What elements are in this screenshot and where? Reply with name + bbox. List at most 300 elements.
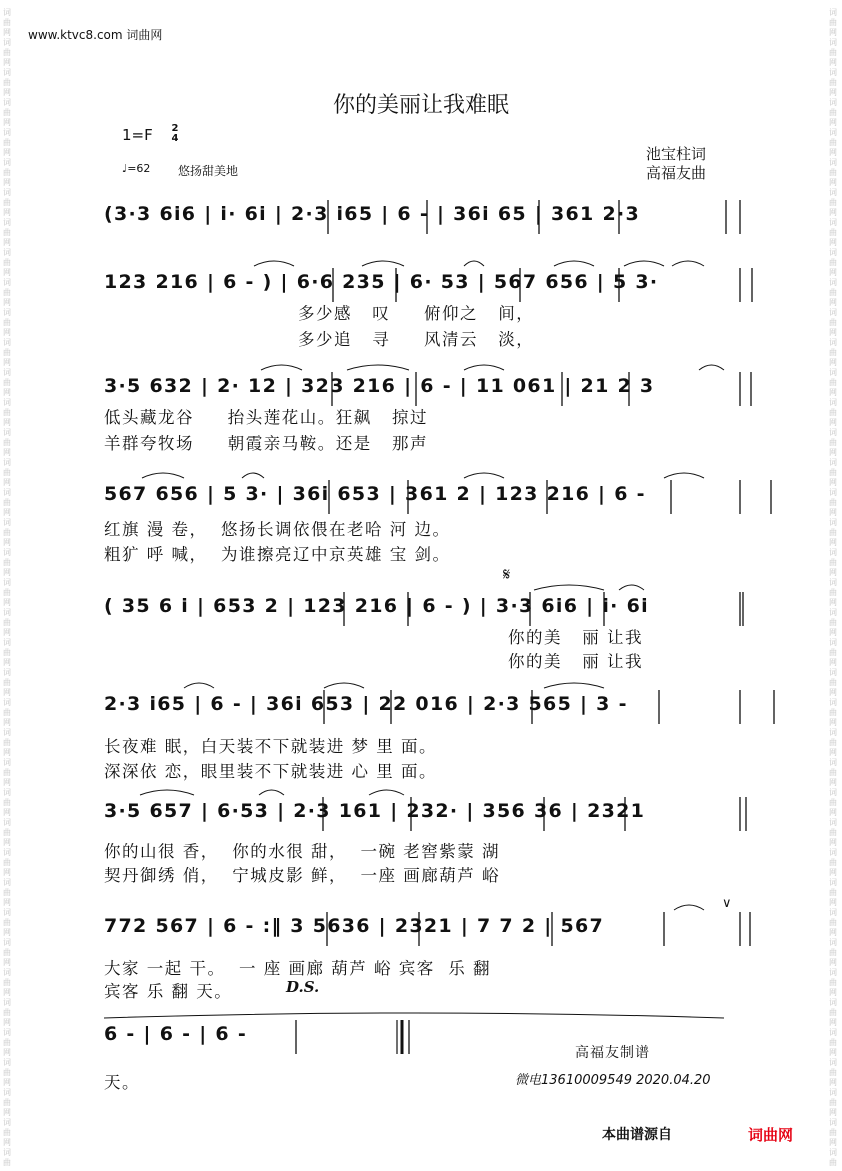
watermark-glyph: 曲: [829, 18, 837, 27]
watermark-glyph: 曲: [3, 738, 11, 747]
watermark-glyph: 词: [3, 1118, 11, 1127]
watermark-glyph: 网: [3, 898, 11, 907]
watermark-glyph: 词: [829, 758, 837, 767]
watermark-glyph: 网: [829, 748, 837, 757]
watermark-glyph: 曲: [3, 198, 11, 207]
watermark-glyph: 曲: [3, 858, 11, 867]
watermark-glyph: 词: [3, 698, 11, 707]
lyric-line-7-2: 契丹御绣 俏， 宁城皮影 鲜， 一座 画廊葫芦 峪: [104, 866, 500, 885]
watermark-glyph: 词: [3, 398, 11, 407]
watermark-glyph: 词: [829, 458, 837, 467]
slur: [254, 261, 294, 266]
watermark-glyph: 网: [3, 238, 11, 247]
watermark-glyph: 网: [829, 478, 837, 487]
watermark-glyph: 网: [829, 688, 837, 697]
watermark-glyph: 曲: [3, 618, 11, 627]
watermark-glyph: 词: [3, 548, 11, 557]
watermark-glyph: 词: [3, 278, 11, 287]
jianpu-notes: 3·5 657 | 6·53 | 2·3 161 | 232· | 356 36 | 2321: [104, 800, 646, 822]
watermark-glyph: 网: [3, 118, 11, 127]
watermark-glyph: 曲: [3, 978, 11, 987]
watermark-glyph: 词: [3, 638, 11, 647]
watermark-glyph: 网: [829, 568, 837, 577]
watermark-glyph: 曲: [3, 138, 11, 147]
watermark-glyph: 网: [829, 1018, 837, 1027]
watermark-glyph: 词: [829, 728, 837, 737]
watermark-glyph: 词: [829, 518, 837, 527]
lyric-line-6-1: 长夜难 眠，白天装不下就装进 梦 里 面。: [104, 737, 437, 756]
jianpu-notes: 6 - | 6 - | 6 -: [104, 1023, 247, 1045]
watermark-glyph: 网: [3, 418, 11, 427]
watermark-glyph: 网: [829, 1048, 837, 1057]
watermark-glyph: 曲: [829, 888, 837, 897]
watermark-glyph: 词: [829, 698, 837, 707]
watermark-glyph: 词: [3, 1058, 11, 1067]
watermark-glyph: 网: [3, 658, 11, 667]
slur: [369, 790, 404, 795]
watermark-glyph: 曲: [3, 768, 11, 777]
watermark-glyph: 网: [3, 28, 11, 37]
slur: [624, 261, 664, 266]
watermark-glyph: 词: [829, 938, 837, 947]
watermark-glyph: 曲: [829, 228, 837, 237]
watermark-glyph: 词: [829, 338, 837, 347]
watermark-glyph: 曲: [3, 1008, 11, 1017]
watermark-glyph: 网: [829, 958, 837, 967]
jianpu-notes: (3·3 6i6 | i· 6i | 2·3 i65 | 6 - | 36i 65 | 361 2·3: [104, 203, 641, 225]
watermark-glyph: 词: [3, 1088, 11, 1097]
watermark-glyph: 词: [829, 488, 837, 497]
watermark-glyph: 曲: [3, 318, 11, 327]
watermark-glyph: 网: [829, 1138, 837, 1147]
staff-system-3: [104, 372, 740, 406]
lyric-line-9-1: 天。: [104, 1073, 140, 1092]
watermark-glyph: 曲: [3, 498, 11, 507]
watermark-glyph: 曲: [829, 348, 837, 357]
watermark-glyph: 词: [3, 938, 11, 947]
watermark-glyph: 网: [3, 988, 11, 997]
watermark-glyph: 曲: [3, 1128, 11, 1137]
watermark-glyph: 网: [3, 388, 11, 397]
ds-marking: D.S.: [286, 978, 320, 996]
watermark-glyph: 网: [3, 568, 11, 577]
watermark-glyph: 曲: [3, 528, 11, 537]
watermark-glyph: 网: [829, 778, 837, 787]
slur: [347, 365, 409, 370]
watermark-glyph: 词: [829, 428, 837, 437]
watermark-glyph: 词: [829, 278, 837, 287]
watermark-glyph: 曲: [829, 798, 837, 807]
watermark-glyph: 曲: [829, 948, 837, 957]
watermark-glyph: 词: [3, 818, 11, 827]
watermark-glyph: 曲: [3, 258, 11, 267]
watermark-glyph: 网: [3, 298, 11, 307]
watermark-glyph: 曲: [829, 498, 837, 507]
watermark-glyph: 网: [829, 598, 837, 607]
watermark-glyph: 词: [829, 158, 837, 167]
staff-system-5: [104, 592, 740, 626]
watermark-glyph: 曲: [829, 1098, 837, 1107]
watermark-glyph: 网: [3, 328, 11, 337]
site-url[interactable]: www.ktvc8.com 词曲网: [28, 28, 163, 42]
watermark-glyph: 曲: [829, 648, 837, 657]
watermark-glyph: 曲: [829, 138, 837, 147]
watermark-glyph: 词: [3, 158, 11, 167]
watermark-glyph: 网: [3, 958, 11, 967]
watermark-glyph: 词: [3, 848, 11, 857]
watermark-glyph: 网: [3, 58, 11, 67]
watermark-glyph: 网: [829, 178, 837, 187]
watermark-glyph: 曲: [829, 678, 837, 687]
watermark-glyph: 曲: [3, 108, 11, 117]
tempo-marking: ♩=62: [122, 162, 151, 175]
watermark-glyph: 网: [3, 1018, 11, 1027]
watermark-glyph: 词: [829, 848, 837, 857]
watermark-glyph: 曲: [3, 678, 11, 687]
watermark-glyph: 词: [829, 578, 837, 587]
watermark-glyph: 曲: [3, 888, 11, 897]
slur: [259, 790, 284, 795]
watermark-glyph: 词: [3, 908, 11, 917]
watermark-glyph: 网: [829, 28, 837, 37]
watermark-glyph: 词: [829, 608, 837, 617]
watermark-glyph: 词: [829, 548, 837, 557]
watermark-glyph: 词: [829, 968, 837, 977]
slur: [554, 261, 594, 266]
lyric-line-8-1: 大家 一起 干。 一 座 画廊 葫芦 峪 宾客 乐 翻: [104, 959, 491, 978]
watermark-glyph: 词: [829, 1148, 837, 1157]
watermark-glyph: 曲: [3, 408, 11, 417]
jianpu-notes: ( 35 6 i | 653 2 | 123 216 | 6 - ) | 3·3 6i6 | i· 6i: [104, 595, 649, 617]
watermark-glyph: 网: [3, 1108, 11, 1117]
watermark-glyph: 曲: [829, 288, 837, 297]
watermark-glyph: 网: [3, 838, 11, 847]
watermark-glyph: 词: [829, 188, 837, 197]
watermark-glyph: 网: [3, 868, 11, 877]
watermark-glyph: 网: [3, 508, 11, 517]
right-watermark-strip: [826, 0, 840, 1171]
watermark-glyph: 词: [3, 878, 11, 887]
watermark-glyph: 词: [3, 98, 11, 107]
watermark-glyph: 网: [829, 448, 837, 457]
watermark-glyph: 网: [3, 268, 11, 277]
jianpu-notes: 123 216 | 6 - ) | 6·6 235 | 6· 53 | 567 656 | 5 3·: [104, 271, 659, 293]
watermark-glyph: 网: [3, 688, 11, 697]
lyric-line-6-2: 深深依 恋，眼里装不下就装进 心 里 面。: [104, 762, 437, 781]
watermark-glyph: 词: [829, 218, 837, 227]
watermark-glyph: 网: [829, 838, 837, 847]
lyric-line-3-2: 羊群夸牧场 朝霞亲马鞍。还是 那声: [104, 434, 428, 453]
watermark-glyph: 网: [3, 748, 11, 757]
watermark-glyph: 网: [829, 1078, 837, 1087]
watermark-glyph: 词: [829, 368, 837, 377]
slur: [242, 473, 264, 478]
watermark-glyph: 曲: [829, 1068, 837, 1077]
watermark-glyph: 词: [829, 818, 837, 827]
watermark-glyph: 曲: [3, 468, 11, 477]
watermark-glyph: 网: [3, 628, 11, 637]
watermark-glyph: 曲: [829, 198, 837, 207]
watermark-glyph: 网: [829, 928, 837, 937]
watermark-glyph: 曲: [3, 798, 11, 807]
watermark-glyph: 词: [829, 908, 837, 917]
watermark-glyph: 词: [3, 428, 11, 437]
watermark-glyph: 词: [829, 8, 837, 17]
watermark-glyph: 网: [3, 478, 11, 487]
watermark-glyph: 词: [3, 488, 11, 497]
watermark-glyph: 词: [3, 308, 11, 317]
watermark-glyph: 网: [829, 868, 837, 877]
watermark-glyph: 曲: [3, 288, 11, 297]
watermark-glyph: 曲: [829, 1008, 837, 1017]
source-label: 本曲谱源自: [602, 1127, 672, 1143]
watermark-glyph: 曲: [829, 168, 837, 177]
slur: [464, 261, 484, 266]
slur: [140, 790, 194, 795]
watermark-glyph: 词: [3, 38, 11, 47]
watermark-glyph: 词: [829, 248, 837, 257]
watermark-glyph: 曲: [3, 588, 11, 597]
slur: [674, 905, 704, 910]
lyric-line-5-2: 你的美 丽 让我: [508, 652, 643, 671]
expression-marking: 悠扬甜美地: [178, 164, 239, 178]
watermark-glyph: 词: [3, 788, 11, 797]
watermark-glyph: 词: [829, 308, 837, 317]
slur: [619, 585, 644, 590]
watermark-glyph: 词: [829, 128, 837, 137]
watermark-glyph: 网: [829, 238, 837, 247]
watermark-glyph: 曲: [3, 708, 11, 717]
slur: [464, 473, 504, 478]
watermark-glyph: 曲: [3, 378, 11, 387]
watermark-glyph: 曲: [3, 1038, 11, 1047]
watermark-glyph: 词: [829, 1088, 837, 1097]
watermark-glyph: 曲: [829, 438, 837, 447]
watermark-glyph: 网: [829, 718, 837, 727]
watermark-glyph: 曲: [829, 978, 837, 987]
lyric-line-8-2: 宾客 乐 翻 天。: [104, 982, 233, 1001]
watermark-glyph: 词: [829, 1028, 837, 1037]
watermark-glyph: 曲: [829, 1158, 837, 1167]
slur: [672, 261, 704, 266]
breath-mark: ∨: [722, 896, 732, 911]
watermark-glyph: 网: [829, 148, 837, 157]
watermark-glyph: 词: [829, 38, 837, 47]
watermark-glyph: 曲: [3, 918, 11, 927]
watermark-glyph: 曲: [3, 648, 11, 657]
slur: [664, 473, 704, 478]
watermark-glyph: 词: [829, 668, 837, 677]
watermark-glyph: 词: [3, 608, 11, 617]
watermark-glyph: 词: [829, 398, 837, 407]
watermark-glyph: 网: [829, 388, 837, 397]
watermark-glyph: 词: [829, 998, 837, 1007]
watermark-glyph: 网: [3, 598, 11, 607]
watermark-glyph: 词: [3, 8, 11, 17]
watermark-glyph: 网: [3, 448, 11, 457]
jianpu-notes: 772 567 | 6 - :‖ 3 5636 | 2321 | 7 7 2 | 567: [104, 915, 605, 937]
watermark-glyph: 网: [3, 358, 11, 367]
slur: [261, 365, 302, 370]
watermark-glyph: 网: [3, 178, 11, 187]
watermark-glyph: 曲: [829, 618, 837, 627]
lyric-line-4-2: 粗犷 呼 喊， 为谁擦亮辽中京英雄 宝 剑。: [104, 545, 451, 564]
watermark-glyph: 词: [3, 128, 11, 137]
watermark-glyph: 曲: [3, 48, 11, 57]
staff-system-4: [104, 480, 740, 514]
lyric-line-2-1: 多少感 叹 俯仰之 间，: [298, 304, 535, 323]
watermark-glyph: 词: [829, 1118, 837, 1127]
staff-system-1: [104, 200, 740, 234]
watermark-glyph: 曲: [829, 558, 837, 567]
watermark-glyph: 网: [829, 898, 837, 907]
watermark-glyph: 网: [3, 928, 11, 937]
watermark-glyph: 词: [829, 98, 837, 107]
watermark-glyph: 曲: [3, 78, 11, 87]
watermark-glyph: 词: [3, 998, 11, 1007]
slur: [544, 683, 604, 688]
watermark-glyph: 词: [3, 338, 11, 347]
slur: [142, 473, 184, 478]
song-title: 你的美丽让我难眠: [332, 93, 509, 118]
watermark-glyph: 曲: [3, 1068, 11, 1077]
watermark-glyph: 曲: [829, 708, 837, 717]
watermark-glyph: 网: [829, 808, 837, 817]
watermark-glyph: 曲: [3, 168, 11, 177]
watermark-glyph: 曲: [829, 468, 837, 477]
watermark-glyph: 词: [3, 248, 11, 257]
slur: [362, 261, 404, 266]
slur: [104, 1013, 724, 1018]
segno-sign: 𝄋: [503, 565, 511, 585]
watermark-glyph: 网: [3, 1138, 11, 1147]
watermark-glyph: 曲: [829, 528, 837, 537]
watermark-glyph: 词: [3, 578, 11, 587]
watermark-glyph: 曲: [3, 228, 11, 237]
watermark-glyph: 词: [3, 68, 11, 77]
left-watermark-strip: [0, 0, 14, 1171]
watermark-glyph: 词: [3, 1148, 11, 1157]
watermark-glyph: 曲: [829, 588, 837, 597]
watermark-glyph: 词: [3, 728, 11, 737]
watermark-glyph: 网: [829, 298, 837, 307]
lyricist-credit: 池宝柱词: [646, 145, 707, 163]
watermark-glyph: 网: [829, 628, 837, 637]
watermark-glyph: 网: [829, 208, 837, 217]
watermark-glyph: 网: [829, 658, 837, 667]
watermark-glyph: 词: [3, 968, 11, 977]
watermark-glyph: 曲: [829, 858, 837, 867]
watermark-glyph: 词: [829, 788, 837, 797]
watermark-glyph: 曲: [829, 48, 837, 57]
watermark-glyph: 词: [3, 668, 11, 677]
watermark-glyph: 词: [3, 518, 11, 527]
watermark-glyph: 曲: [829, 78, 837, 87]
watermark-glyph: 曲: [3, 1098, 11, 1107]
lyric-line-5-1: 你的美 丽 让我: [508, 628, 643, 647]
watermark-glyph: 网: [3, 148, 11, 157]
watermark-glyph: 网: [3, 1048, 11, 1057]
brand-logo[interactable]: 词曲网: [748, 1126, 794, 1144]
watermark-glyph: 曲: [829, 408, 837, 417]
slur: [324, 683, 364, 688]
time-signature-bottom: 4: [171, 133, 179, 144]
slur: [184, 683, 214, 688]
jianpu-notes: 3·5 632 | 2· 12 | 323 216 | 6 - | 11 061 | 21 2 3: [104, 375, 655, 397]
watermark-glyph: 曲: [829, 738, 837, 747]
lyric-line-3-1: 低头藏龙谷 抬头莲花山。狂飙 掠过: [104, 408, 428, 427]
staff-system-7: [104, 797, 740, 831]
watermark-glyph: 网: [829, 1108, 837, 1117]
watermark-glyph: 词: [829, 68, 837, 77]
watermark-glyph: 曲: [829, 918, 837, 927]
watermark-glyph: 词: [3, 218, 11, 227]
watermark-glyph: 曲: [829, 378, 837, 387]
watermark-glyph: 曲: [829, 1128, 837, 1137]
watermark-glyph: 网: [829, 538, 837, 547]
watermark-glyph: 网: [3, 88, 11, 97]
watermark-glyph: 网: [3, 208, 11, 217]
time-signature-top: 2: [171, 123, 179, 134]
lyric-line-7-1: 你的山很 香， 你的水很 甜， 一碗 老窖紫蒙 湖: [104, 842, 500, 861]
watermark-glyph: 网: [829, 988, 837, 997]
watermark-glyph: 曲: [3, 948, 11, 957]
jianpu-notes: 2·3 i65 | 6 - | 36i 653 | 22 016 | 2·3 565 | 3 -: [104, 693, 628, 715]
watermark-glyph: 网: [829, 88, 837, 97]
arranger-credit: 高福友制谱: [575, 1045, 650, 1061]
watermark-glyph: 词: [3, 458, 11, 467]
watermark-glyph: 词: [829, 878, 837, 887]
contact-info: 微电13610009549 2020.04.20: [515, 1073, 711, 1088]
watermark-glyph: 曲: [829, 318, 837, 327]
watermark-glyph: 曲: [829, 768, 837, 777]
watermark-glyph: 词: [3, 758, 11, 767]
watermark-glyph: 曲: [3, 18, 11, 27]
watermark-glyph: 网: [829, 418, 837, 427]
staff-system-6: [104, 690, 740, 724]
slur: [699, 365, 724, 370]
watermark-glyph: 曲: [3, 438, 11, 447]
watermark-glyph: 词: [3, 368, 11, 377]
watermark-glyph: 曲: [3, 828, 11, 837]
staff-system-2: [104, 268, 740, 302]
composer-credit: 高福友曲: [646, 164, 707, 182]
watermark-glyph: 词: [3, 188, 11, 197]
watermark-glyph: 曲: [829, 1038, 837, 1047]
watermark-glyph: 曲: [829, 258, 837, 267]
watermark-glyph: 网: [3, 718, 11, 727]
key-signature: 1=F: [122, 126, 153, 144]
slur: [534, 585, 604, 590]
watermark-glyph: 曲: [3, 1158, 11, 1167]
watermark-glyph: 网: [3, 538, 11, 547]
watermark-glyph: 曲: [829, 108, 837, 117]
time-signature: [170, 124, 180, 144]
watermark-glyph: 曲: [3, 348, 11, 357]
watermark-glyph: 网: [829, 268, 837, 277]
watermark-glyph: 网: [3, 808, 11, 817]
lyric-line-2-2: 多少追 寻 风清云 淡，: [298, 330, 535, 349]
watermark-glyph: 网: [829, 328, 837, 337]
watermark-glyph: 词: [3, 1028, 11, 1037]
staff-system-8: [104, 912, 740, 946]
jianpu-notes: 567 656 | 5 3· | 36i 653 | 361 2 | 123 216 | 6 -: [104, 483, 646, 505]
watermark-glyph: 词: [829, 638, 837, 647]
watermark-glyph: 曲: [829, 828, 837, 837]
slur: [464, 365, 504, 370]
lyric-line-4-1: 红旗 漫 卷， 悠扬长调依偎在老哈 河 边。: [104, 520, 451, 539]
watermark-glyph: 网: [3, 1078, 11, 1087]
